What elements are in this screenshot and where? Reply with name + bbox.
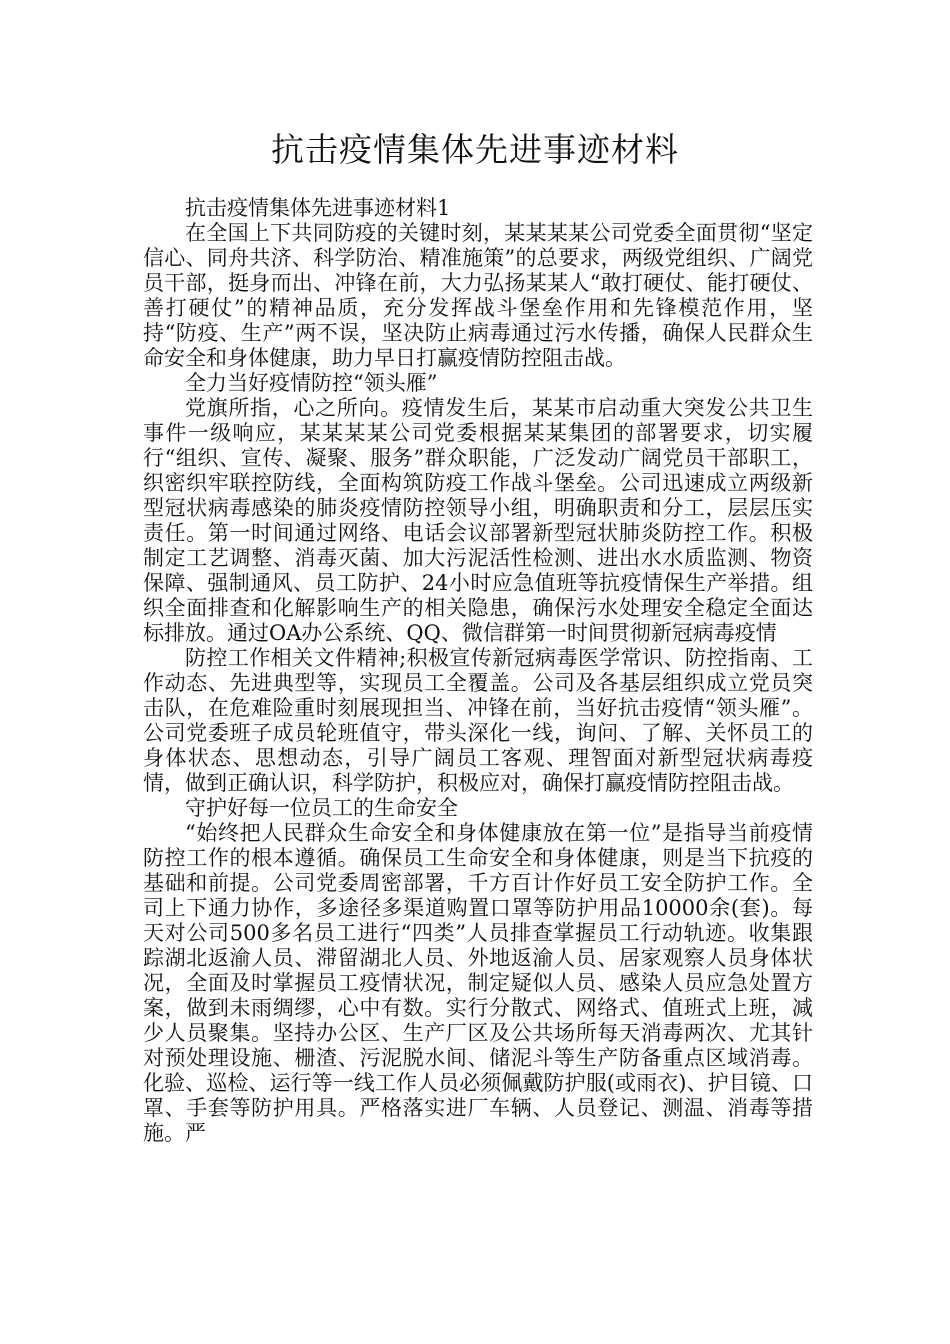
document-body [143,196,813,1146]
body-paragraph: “始终把人民群众生命安全和身体健康放在第一位”是指导当前疫情防控工作的根本遵循。确保员工生命安全和身体健康，则是当下抗疫的基础和前提。公司党委周密部署，千方百计作好员工安全防护工作。全司上下通力协作，多途径多渠道购置口罩等防护用品10000余(套)。每天对公司500多名员工进行“四类”人员排查掌握员工行动轨迹。收集跟踪湖北返渝人员、滞留湖北人员、外地返渝人员、居家观察人员身体状况，全面及时掌握员工疫情状况，制定疑似人员、感染人员应急处置方案，做到未雨绸缪，心中有数。实行分散式、网络式、值班式上班，减少人员聚集。坚持办公区、生产厂区及公共场所每天消毒两次、尤其针对预处理设施、栅渣、污泥脱水间、储泥斗等生产防备重点区域消毒。化验、巡检、运行等一线工作人员必须佩戴防护服(或雨衣)、护目镜、口罩、手套等防护用具。严格落实进厂车辆、人员登记、测温、消毒等措施。严 [143,821,813,1145]
document-title: 抗击疫情集体先进事迹材料 [271,130,679,169]
body-paragraph: 党旗所指，心之所向。疫情发生后，某某市启动重大突发公共卫生事件一级响应，某某某某公司党委根据某某集团的部署要求，切实履行“组织、宣传、凝聚、服务”群众职能，广泛发动广阔党员干部职工，织密织牢联控防线，全面构筑防疫工作战斗堡垒。公司迅速成立两级新型冠状病毒感染的肺炎疫情防控领导小组，明确职责和分工，层层压实责任。第一时间通过网络、电话会议部署新型冠状肺炎防控工作。积极制定工艺调整、消毒灭菌、加大污泥活性检测、进出水水质监测、物资保障、强制通风、员工防护、24小时应急值班等抗疫情保生产举措。组织全面排查和化解影响生产的相关隐患，确保污水处理安全稳定全面达标排放。通过OA办公系统、QQ、微信群第一时间贯彻新冠病毒疫情 [143,396,813,645]
body-paragraph: 在全国上下共同防疫的关键时刻，某某某某公司党委全面贯彻“坚定信心、同舟共济、科学防治、精准施策”的总要求，两级党组织、广阔党员干部，挺身而出、冲锋在前，大力弘扬某某人“敢打硬仗、能打硬仗、善打硬仗”的精神品质，充分发挥战斗堡垒作用和先锋模范作用，坚持“防疫、生产”两不误，坚决防止病毒通过污水传播，确保人民群众生命安全和身体健康，助力早日打赢疫情防控阻击战。 [143,221,813,370]
section-heading: 守护好每一位员工的生命安全 [185,796,458,820]
body-paragraph: 防控工作相关文件精神;积极宣传新冠病毒医学常识、防控指南、工作动态、先进典型等，实现员工全覆盖。公司及各基层组织成立党员突击队，在危难险重时刻展现担当、冲锋在前，当好抗击疫情“领头雁”。公司党委班子成员轮班值守，带头深化一线，询问、了解、关怀员工的身体状态、思想动态，引导广阔员工客观、理智面对新型冠状病毒疫情，做到正确认识，科学防护，积极应对，确保打赢疫情防控阻击战。 [143,646,813,795]
subtitle-paragraph: 抗击疫情集体先进事迹材料1 [185,196,451,220]
section-heading: 全力当好疫情防控“领头雁” [185,371,438,395]
